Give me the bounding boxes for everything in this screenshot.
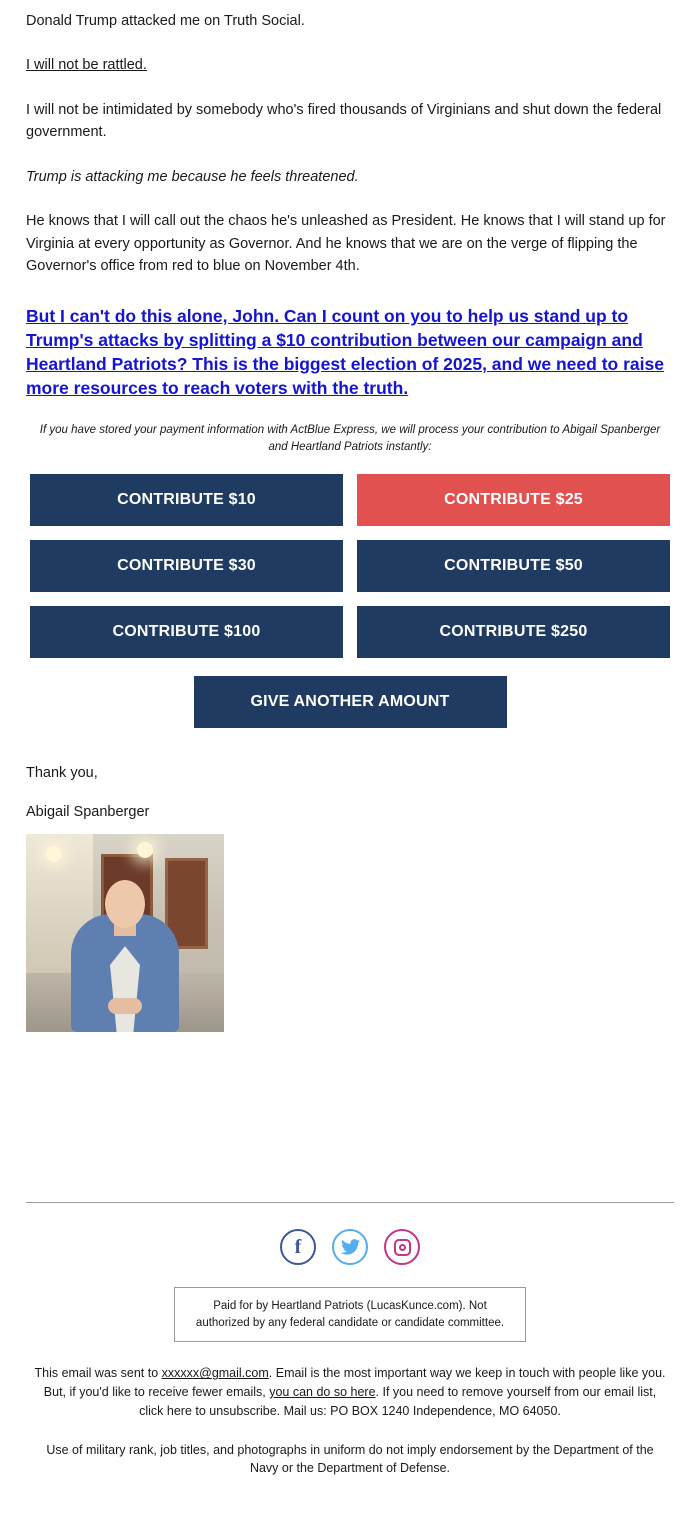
contribute-30-button[interactable]: CONTRIBUTE $30: [30, 540, 343, 592]
closing-thanks: Thank you,: [26, 764, 98, 781]
instagram-lens-glyph: [399, 1244, 406, 1251]
twitter-bird-glyph: [341, 1239, 360, 1255]
facebook-icon[interactable]: [280, 1229, 316, 1265]
facebook-glyph: f: [294, 1235, 302, 1258]
photo-figure-hands: [108, 998, 142, 1014]
give-another-amount-button[interactable]: GIVE ANOTHER AMOUNT: [194, 676, 507, 728]
paragraph-intro: Donald Trump attacked me on Truth Social.: [26, 13, 305, 29]
contribute-250-button[interactable]: CONTRIBUTE $250: [357, 606, 670, 658]
instagram-square-glyph: [394, 1239, 411, 1256]
footer-end-text: . If you need to remove yourself from our email list, click here to unsubscribe. Mail us: PO BOX 1240 Independence, MO 64050.: [139, 1385, 657, 1418]
candidate-photo: [26, 834, 224, 1032]
paragraph-intimidated: I will not be intimidated by somebody who's fired thousands of Virginians and shut down the federal government.: [26, 101, 662, 141]
contribute-50-button[interactable]: CONTRIBUTE $50: [357, 540, 670, 592]
email-body: [0, 10, 700, 1202]
photo-background-light-2: [137, 842, 153, 858]
bottom-spacer: [26, 1032, 674, 1202]
paragraph-threatened: [26, 166, 674, 188]
donation-button-grid: [26, 474, 674, 658]
recipient-email[interactable]: xxxxxx@gmail.com: [161, 1366, 269, 1381]
footer-middle-text: . Email is the most important way we keep in touch with people like you. But, if you'd like to receive fewer emails,: [43, 1366, 666, 1400]
paragraph-chaos: He knows that I will call out the chaos he's unleashed as President. He knows that I will stand up for Virginia at every opportunity as Governor. And he knows that we are on the verge of flipping the Governor's office from red to blue on November 4th.: [26, 213, 666, 275]
closing-signature: Abigail Spanberger: [26, 804, 150, 821]
threatened-text: Trump is attacking me because he feels threatened.: [26, 168, 359, 185]
contribute-100-button[interactable]: CONTRIBUTE $100: [30, 606, 343, 658]
footer-sent-to-prefix: This email was sent to: [34, 1366, 162, 1381]
email-footer-text: [30, 1364, 670, 1420]
instagram-icon[interactable]: [384, 1229, 420, 1265]
contribute-25-button[interactable]: CONTRIBUTE $25: [357, 474, 670, 526]
preferences-link[interactable]: you can do so here: [269, 1385, 376, 1400]
social-links: [0, 1229, 700, 1265]
contribute-10-button[interactable]: CONTRIBUTE $10: [30, 474, 343, 526]
photo-figure-head: [105, 880, 145, 928]
twitter-icon[interactable]: [332, 1229, 368, 1265]
donation-ask-link[interactable]: But I can't do this alone, John. Can I count on you to help us stand up to Trump's attacks by splitting a $10 contribution between our campaign and Heartland Patriots? This is the biggest election of 2025, and we need to raise more resources to reach voters with the truth.: [26, 305, 664, 399]
military-disclaimer: Use of military rank, job titles, and photographs in uniform do not imply endorsement by the Department of the Navy or the Department of Defense.: [46, 1442, 654, 1476]
actblue-express-note: If you have stored your payment information with ActBlue Express, we will process your contribution to Abigail Spanberger and Heartland Patriots instantly:: [39, 424, 661, 453]
footer-divider: [26, 1202, 674, 1203]
other-amount-row: [26, 662, 674, 728]
paid-for-disclosure: Paid for by Heartland Patriots (LucasKunce.com). Not authorized by any federal candidate or candidate committee.: [174, 1287, 526, 1342]
paragraph-not-rattled: [26, 54, 674, 76]
photo-background-light: [46, 846, 62, 862]
not-rattled-text: I will not be rattled.: [26, 57, 147, 74]
